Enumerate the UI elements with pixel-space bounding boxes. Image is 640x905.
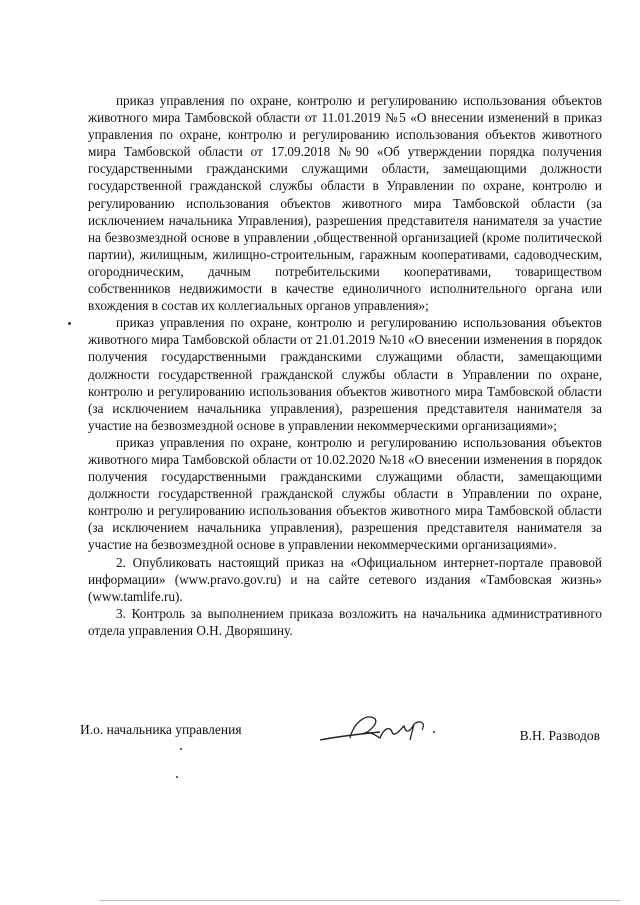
- signatory-name: В.Н. Разводов: [519, 728, 600, 743]
- document-body: [88, 92, 602, 639]
- scan-speck: [68, 322, 71, 325]
- scan-speck: [100, 900, 620, 901]
- signature-block: [80, 716, 600, 756]
- paragraph-order-2019-10: приказ управления по охране, контролю и регулированию использования объектов животного мира Тамбовской области от 21.01.2019 №10 «О внесении изменения в порядок получения государственными гражданскими служащими области, замещающими должности государственной гражданской службы области в Управлении по охране, контролю и регулированию использования объектов животного мира Тамбовской области (за исключением начальника управления), разрешения представителя нанимателя за участие на безвозмездной основе в управлении некоммерческими организациями»;: [88, 315, 602, 433]
- position-title: И.о. начальника управления: [80, 722, 242, 737]
- paragraph-order-2020-18: приказ управления по охране, контролю и регулированию использования объектов животного мира Тамбовской области от 10.02.2020 №18 «О внесении изменения в порядок получения государственными гражданскими служащими области, замещающими должности государственной гражданской службы области в Управлении по охране, контролю и регулированию использования объектов животного мира Тамбовской области (за исключением начальника управления), разрешения представителя нанимателя за участие на безвозмездной основе в управлении некоммерческими организациями».: [88, 434, 602, 553]
- paragraph-order-2019-5: приказ управления по охране, контролю и регулированию использования объектов животного мира Тамбовской области от 11.01.2019 №5 «О внесении изменений в приказ управления по охране, контролю и регулированию использования объектов животного мира Тамбовской области от 17.09.2018 №90 «Об утверждении порядка получения государственными гражданскими служащими области, замещающими должности государственной гражданской службы области в Управлении по охране, контролю и регулированию использования объектов животного мира Тамбовской области (за исключением начальника Управления), разрешения представителя нанимателя за участие на безвозмездной основе в управлении ,общественной организацией (кроме политической партии), жилищным, жилищно-строительным, гаражным кооперативами, садоводческим, огородническим, дачным потребительскими кооперативами, товариществом собственников недвижимости в качестве единоличного исполнительного органа или вхождения в состав их коллегиальных органов управления»;: [88, 93, 602, 314]
- paragraph-control: 3. Контроль за выполнением приказа возложить на начальника административного отдела управления О.Н. Дворяшину.: [88, 605, 602, 638]
- handwritten-signature: [310, 710, 450, 750]
- scan-speck: [180, 748, 182, 750]
- scan-speck: [176, 776, 178, 778]
- paragraph-publication: 2. Опубликовать настоящий приказ на «Официальном интернет-портале правовой информации» (www.pravo.gov.ru) и на сайте сетевого издания «Тамбовская жизнь» (www.tamlife.ru).: [88, 554, 602, 604]
